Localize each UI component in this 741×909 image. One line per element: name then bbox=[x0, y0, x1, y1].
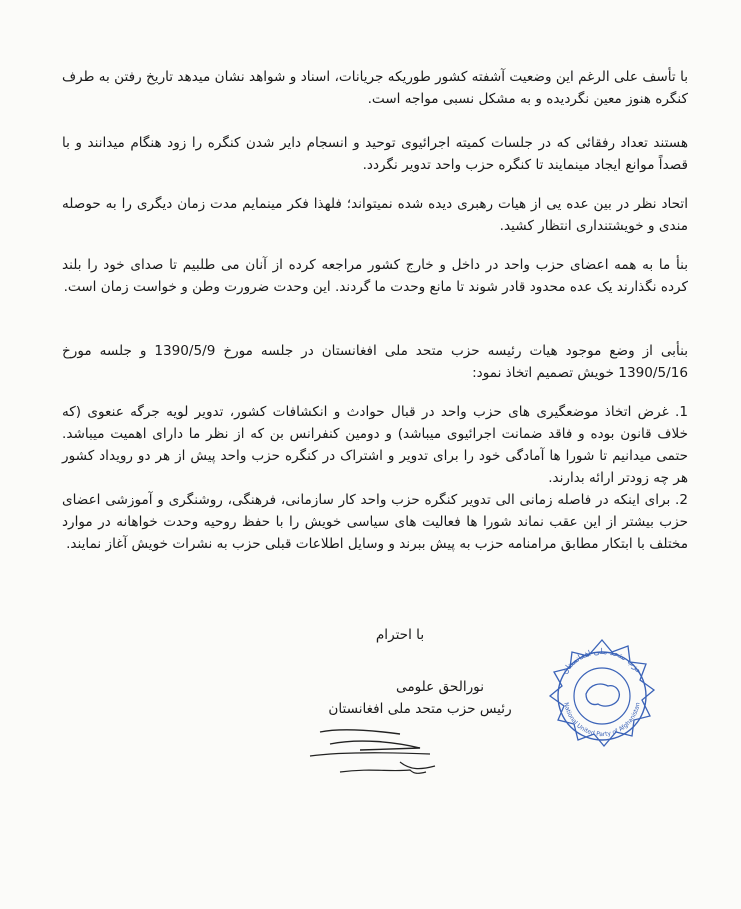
decision-list bbox=[62, 401, 688, 555]
svg-text:حزب متحد ملی افغانستان: حزب متحد ملی افغانستان bbox=[560, 646, 644, 676]
paragraph-4: بنأ ما به همه اعضای حزب واحد در داخل و خارج کشور مراجعه کرده از آنان می طلبیم تا صدای خود را بلند کرده نگذارند یک عده محدود قادر شوند تا مانع وحدت ما گردند. این وحدت ضرورت وطن و خواست زمان است. bbox=[62, 257, 688, 295]
paragraph-1: با تأسف علی الرغم این وضعیت آشفته کشور طوریکه جریانات، اسناد و شواهد نشان میدهد تاریخ رفتن به طرف کنگره هنوز معین نگردیده و به مشکل نسبی مواجه است. bbox=[62, 69, 688, 107]
paragraph-2: هستند تعداد رفقائی که در جلسات کمیته اجرائیوی توحید و انسجام دایر شدن کنگره را زود هنگام میدانند و با قصداً موانع ایجاد مینمایند تا کنگره حزب واحد تدویر نگردد. bbox=[62, 135, 688, 173]
svg-text:National United Party of Afgha: National United Party of Afghanistan bbox=[562, 701, 642, 739]
paragraph-3: اتحاد نظر در بین عده یی از هیات رهبری دیده شده نمیتواند؛ فلهذا فکر مینمایم مدت زمان دیگری را به حوصله مندی و خویشتنداری انتظار کشید. bbox=[62, 196, 688, 234]
party-seal-stamp bbox=[542, 636, 662, 756]
paragraph-5: بنأبی از وضع موجود هیات رئیسه حزب متحد ملی افغانستان در جلسه مورخ 1390/5/9 و جلسه مورخ 1390/5/16 خویش تصمیم اتخاذ نمود: bbox=[62, 343, 688, 381]
signer-title: رئیس حزب متحد ملی افغانستان bbox=[328, 701, 512, 717]
closing-regards: با احترام bbox=[375, 627, 425, 643]
handwritten-signature bbox=[300, 722, 450, 792]
signer-name: نورالحق علومی bbox=[396, 679, 484, 695]
decision-item-1: 1. غرض اتخاذ موضعگیری های حزب واحد در قبال حوادث و انکشافات کشور، تدویر لویه جرگه عنعوی (که خلاف قانون بوده و فاقد ضمانت اجرائیوی میباشد) و دومین کنفرانس بن که از نظر ما دارای اهمیت میباشد. حتمی میدانیم تا شورا ها آمادگی خود را برای تدویر و اشتراک در کنگره حزب واحد پیش از هر دو رویداد کشور هر چه زودتر ارائه بدارند. bbox=[62, 404, 688, 486]
decision-item-2: 2. برای اینکه در فاصله زمانی الی تدویر کنگره حزب واحد کار سازمانی، فرهنگی، روشنگری و آموزشی اعضای حزب بیشتر از این عقب نماند شورا ها فعالیت های سیاسی خویش را با حفظ روحیه وحدت خواهانه در موارد مختلف با ابتکار مطابق مرامنامه حزب به پیش ببرند و وسایل اطلاعات قبلی حزب به نشرات خویش آغاز نمایند. bbox=[62, 492, 688, 552]
